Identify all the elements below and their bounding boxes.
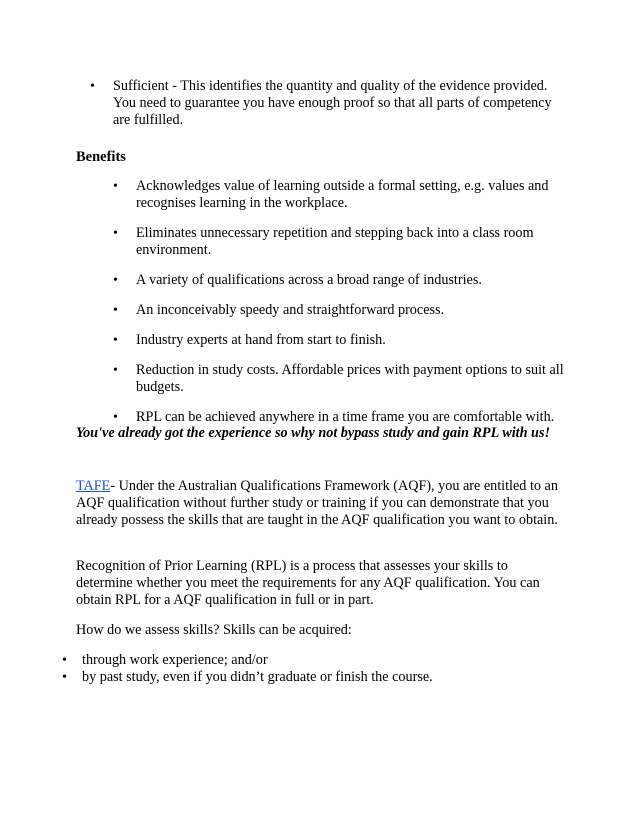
bullet: • [113,226,118,241]
list-item [113,225,583,259]
list-item-text: by past study, even if you didn’t graduate or finish the course. [82,669,433,685]
bullet: • [113,303,118,318]
list-item-text: through work experience; and/or [82,652,268,668]
benefits-heading: Benefits [76,149,126,165]
list-item [113,178,583,212]
list-item-text: Reduction in study costs. Affordable prices with payment options to suit all budgets. [136,362,564,395]
list-item-text: Eliminates unnecessary repetition and stepping back into a class room environment. [136,225,534,258]
callout-text: You've already got the experience so why not bypass study and gain RPL with us! [76,425,550,441]
aqf-paragraph [76,478,566,529]
bullet: • [90,79,95,94]
list-item [113,302,583,319]
list-item [90,78,570,129]
list-item [62,669,582,686]
skills-list [62,652,582,686]
benefits-list [113,178,583,439]
assess-paragraph: How do we assess skills? Skills can be acquired: [76,622,352,638]
bullet: • [113,333,118,348]
tafe-link[interactable]: TAFE [76,478,111,494]
list-item [113,362,583,396]
list-item-text: Acknowledges value of learning outside a formal setting, e.g. values and recognises learning in the workplace. [136,178,549,211]
bullet: • [62,653,67,668]
rpl-paragraph: Recognition of Prior Learning (RPL) is a process that assesses your skills to determine whether you meet the requirements for any AQF qualification. You can obtain RPL for a AQF qualification in full or in part. [76,558,540,608]
bullet: • [113,410,118,425]
criteria-list [90,78,570,129]
list-item-text: Industry experts at hand from start to finish. [136,332,386,348]
list-item [62,652,582,669]
list-item-text: Sufficient - This identifies the quantity and quality of the evidence provided. You need to guarantee you have enough proof so that all parts of competency are fulfilled. [113,78,552,128]
bullet: • [62,670,67,685]
list-item-text: A variety of qualifications across a broad range of industries. [136,272,482,288]
list-item [113,272,583,289]
list-item-text: RPL can be achieved anywhere in a time frame you are comfortable with. [136,409,555,425]
bullet: • [113,363,118,378]
bullet: • [113,179,118,194]
list-item-text: An inconceivably speedy and straightforward process. [136,302,445,318]
bullet: • [113,273,118,288]
list-item [113,332,583,349]
aqf-paragraph-text: - Under the Australian Qualifications Framework (AQF), you are entitled to an AQF qualification without further study or training if you can demonstrate that you already possess the skills that are taught in the AQF qualification you want to obtain. [76,478,558,528]
